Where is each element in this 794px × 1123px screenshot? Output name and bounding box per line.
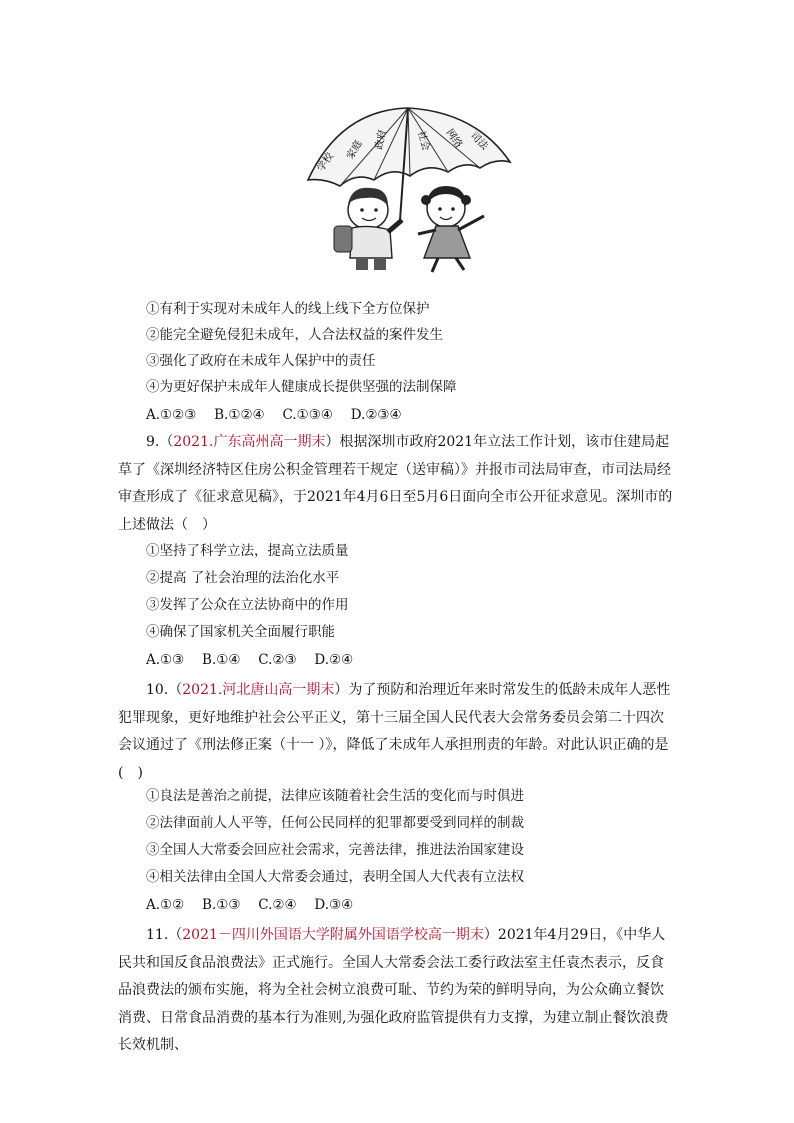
- q10-stem-text: 为了预防和治理近年来时常发生的低龄未成年人恶性犯罪现象，更好地维护社会公平正义，第十三届全国人民代表大会常务委员会第二十四次会议通过了《刑法修正案（十一 ）》，降低了未成年人承担刑责的年龄。对此认识正确的是( ): [118, 682, 671, 781]
- q10-option-3: ③全国人大常委会回应社会需求，完善法律，推进法治国家建设: [146, 842, 524, 858]
- q9-option-3: ③发挥了公众在立法协商中的作用: [146, 597, 349, 613]
- umbrella-label: 家庭: [345, 138, 365, 162]
- umbrella-label: 司法: [467, 130, 490, 153]
- q8-answer-choices: A.①②③ B.①②④ C.①③④ D.②③④: [146, 407, 402, 423]
- q9-option-4: ④确保了国家机关全面履行职能: [146, 624, 335, 640]
- q9-number-close: ）: [325, 434, 340, 450]
- umbrella-illustration: [300, 102, 515, 274]
- q9-source: 2021.广东高州高一期末: [173, 434, 326, 450]
- q11-source: 2021－四川外国语大学附属外国语学校高一期末: [182, 927, 484, 943]
- q10-option-4: ④相关法律由全国人大常委会通过，表明全国人大代表有立法权: [146, 869, 524, 885]
- q10-number-close: ）: [334, 682, 349, 698]
- q11-stem: [118, 922, 676, 1060]
- umbrella-label: 政府: [374, 128, 389, 151]
- q9-option-1: ①坚持了科学立法，提高立法质量: [146, 543, 349, 559]
- q11-stem-text: 2021年4月29日，《中华人民共和国反食品浪费法》正式施行。全国人大常委会法工委行政法室主任袁杰表示，反食品浪费法的颁布实施，将为全社会树立浪费可耻、节约为荣的鲜明导向，为公众确立餐饮消费、日常食品消费的基本行为准则,为强化政府监管提供有力支撑，为建立制止餐饮浪费长效机制、: [118, 927, 669, 1053]
- q10-number: 10.（: [146, 682, 183, 698]
- umbrella-label: 网络: [443, 127, 465, 151]
- q8-option-1: ①有利于实现对未成年人的线上线下全方位保护: [146, 301, 430, 317]
- q8-option-3: ③强化了政府在未成年人保护中的责任: [146, 353, 376, 369]
- q8-option-4: ④为更好保护未成年人健康成长提供坚强的法制保障: [146, 379, 457, 395]
- q10-source: 2021.河北唐山高一期末: [182, 682, 335, 698]
- girl-figure: [418, 186, 484, 272]
- q8-option-2: ②能完全避免侵犯未成年，人合法权益的案件发生: [146, 327, 443, 343]
- q10-answer-choices: A.①② B.①③ C.②④ D.③④: [146, 897, 354, 913]
- umbrella-label: 学校: [315, 151, 336, 174]
- q10-stem: [118, 677, 676, 787]
- q11-number-close: ）: [483, 927, 498, 943]
- umbrella-label: 社会: [415, 129, 431, 153]
- q11-number: 11.（: [146, 927, 183, 943]
- q9-answer-choices: A.①③ B.①④ C.②③ D.②④: [146, 652, 354, 668]
- q9-stem-text: 根据深圳市政府2021年立法工作计划，该市住建局起草了《深圳经济特区住房公积金管理若干规定（送审稿）》并报市司法局审查，市司法局经审查形成了《征求意见稿》，于2021年4月6日至5月6日面向全市公开征求意见。深圳市的上述做法（ ）: [118, 434, 673, 533]
- q9-stem: [118, 429, 676, 539]
- q10-option-2: ②法律面前人人平等，任何公民同样的犯罪都要受到同样的制裁: [146, 815, 524, 831]
- boy-figure: [334, 188, 402, 270]
- q10-option-1: ①良法是善治之前提，法律应该随着社会生活的变化而与时俱进: [146, 788, 524, 804]
- q9-number: 9.（: [146, 434, 174, 450]
- q9-option-2: ②提高 了社会治理的法治化水平: [146, 570, 340, 586]
